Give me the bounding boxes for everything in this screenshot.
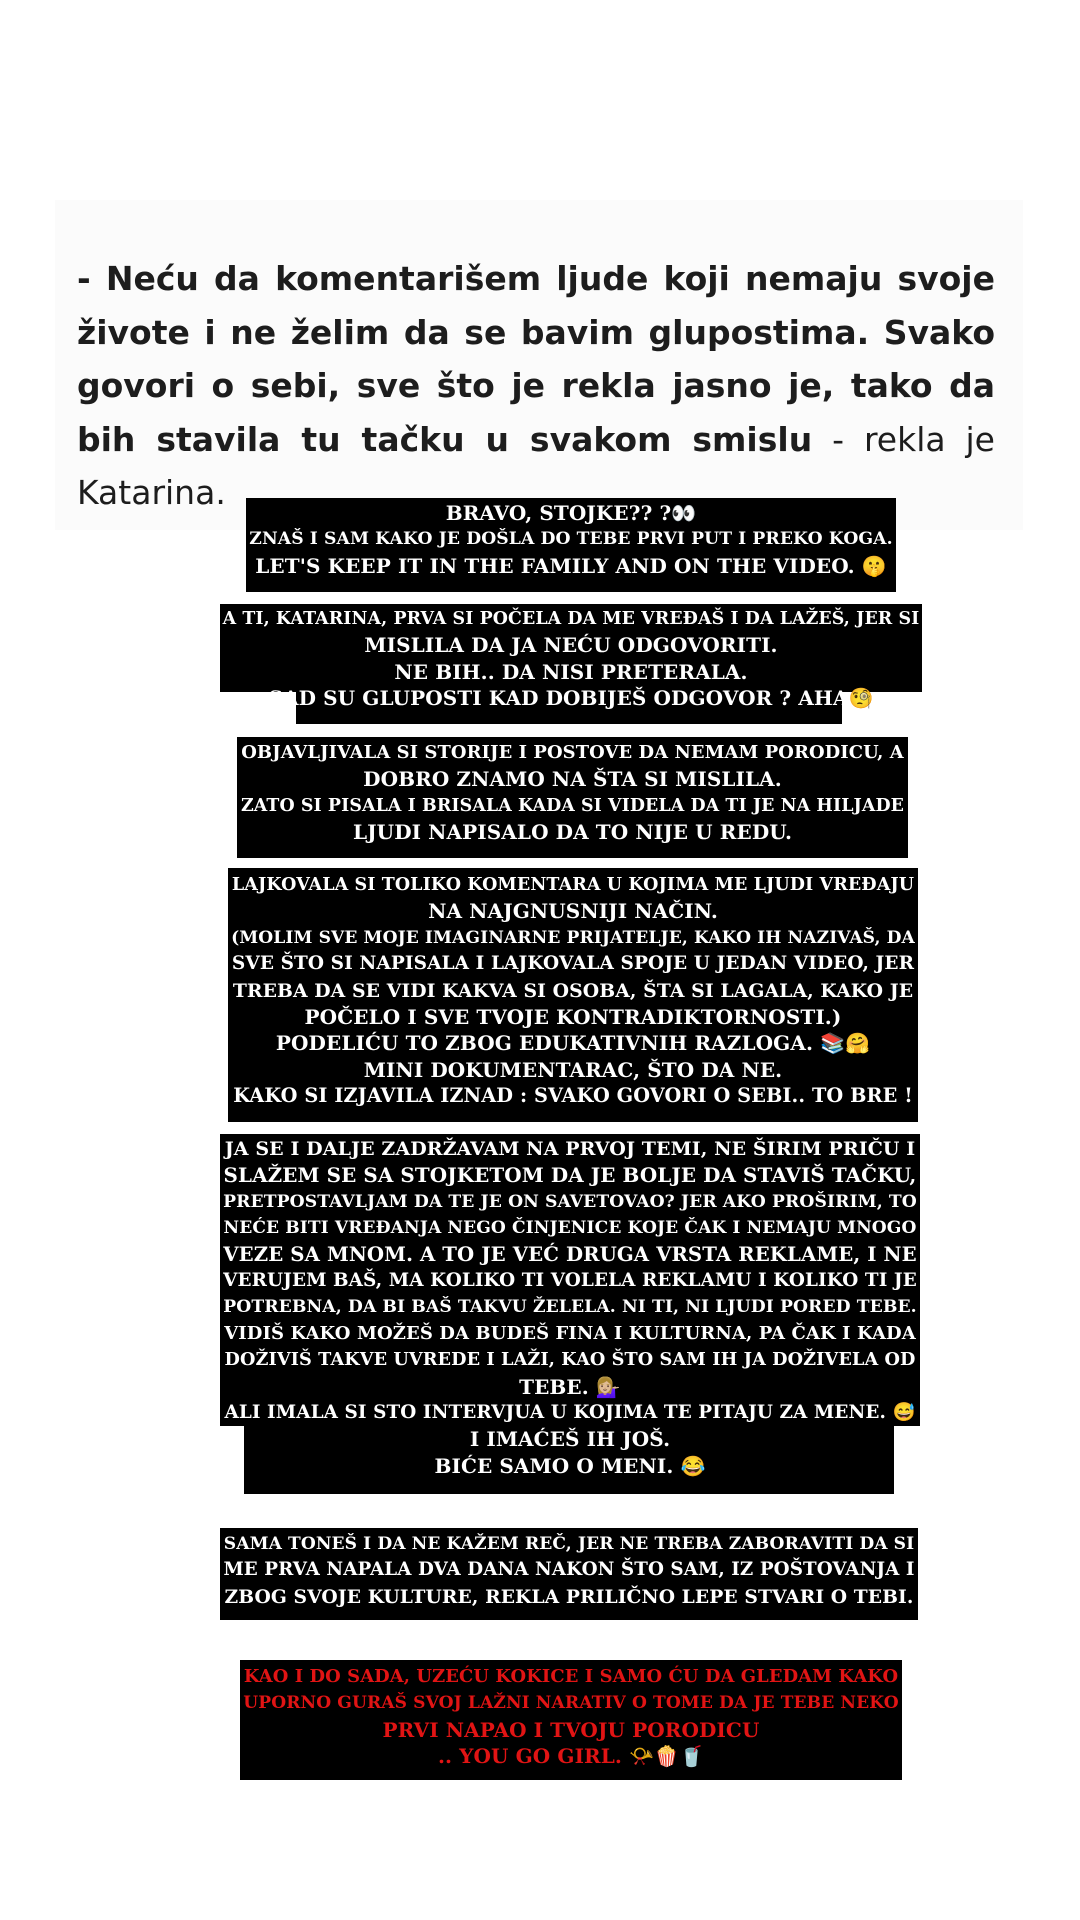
caption-line: SLAŽEM SE SA STOJKETOM DA JE BOLJE DA STAVIŠ TAČKU, [223,1163,917,1188]
caption-line: UPORNO GURAŠ SVOJ LAŽNI NARATIV O TOME DA JE TEBE NEKO [243,1693,899,1714]
caption-line: JA SE I DALJE ZADRŽAVAM NA PRVOJ TEMI, NE ŠIRIM PRIČU I [224,1138,916,1160]
caption-line: ME PRVA NAPALA DVA DANA NAKON ŠTO SAM, IZ POŠTOVANJA I [223,1559,915,1581]
quote-attribution: - rekla je Katarina. [77,419,995,512]
caption-line: MINI DOKUMENTARAC, ŠTO DA NE. [363,1057,783,1082]
caption-line: LJUDI NAPISALO DA TO NIJE U REDU. [352,820,793,845]
caption-line: SAD SU GLUPOSTI KAD DOBIJEŠ ODGOVOR ? AHA🧐 [268,686,874,711]
caption-line: POČELO I SVE TVOJE KONTRADIKTORNOSTI.) [304,1005,842,1030]
caption-line: BIĆE SAMO O MENI. 😂 [434,1453,706,1478]
story-caption-4 [228,872,918,1110]
story-caption-1 [246,500,896,579]
story-caption-7 [240,1664,902,1770]
caption-line: ALI IMALA SI STO INTERVJUA U KOJIMA TE PITAJU ZA MENE. 😅 [224,1402,916,1424]
caption-line: ZATO SI PISALA I BRISALA KADA SI VIDELA DA TI JE NA HILJADE [241,795,904,816]
caption-line: POTREBNA, DA BI BAŠ TAKVU ŽELELA. NI TI, NI LJUDI PORED TEBE. [223,1297,917,1318]
caption-line: SVE ŠTO SI NAPISALA I LAJKOVALA SPOJE U JEDAN VIDEO, JER [231,953,915,975]
caption-line: A TI, KATARINA, PRVA SI POČELA DA ME VREĐAŠ I DA LAŽEŠ, JER SI [222,609,920,629]
caption-line: PODELIĆU TO ZBOG EDUKATIVNIH RAZLOGA. 📚🤗 [275,1031,871,1056]
caption-line: I IMAĆEŠ IH JOŠ. [469,1427,671,1452]
caption-line: LET'S KEEP IT IN THE FAMILY AND ON THE VIDEO. 🤫 [255,553,887,578]
quote-statement: - Neću da komentarišem ljude koji nemaju svoje živote i ne želim da se bavim glupostima. Svako govori o sebi, sve što je rekla jasno je, tako da bih stavila tu tačku u svakom smislu [77,259,995,459]
caption-line: ZNAŠ I SAM KAKO JE DOŠLA DO TEBE PRVI PUT I PREKO KOGA. [249,529,893,550]
caption-line: BRAVO, STOJKE?? ?👀 [445,501,697,525]
caption-line: NA NAJGNUSNIJI NAČIN. [428,899,718,924]
caption-line: PRVI NAPAO I TVOJU PORODICU [382,1717,760,1742]
caption-line: PRETPOSTAVLJAM DA TE JE ON SAVETOVAO? JER AKO PROŠIRIM, TO [223,1191,917,1212]
caption-line: DOBRO ZNAMO NA ŠTA SI MISLILA. [363,767,782,792]
caption-line: VERUJEM BAŠ, MA KOLIKO TI VOLELA REKLAMU I KOLIKO TI JE [223,1270,917,1292]
caption-line: TREBA DA SE VIDI KAKVA SI OSOBA, ŠTA SI LAGALA, KAKO JE [232,979,914,1002]
caption-line: TEBE. 💁🏼‍♀️ [519,1374,621,1399]
caption-line: SAMA TONEŠ I DA NE KAŽEM REČ, JER NE TREBA ZABORAVITI DA SI [223,1534,915,1554]
caption-line: DOŽIVIŠ TAKVE UVREDE I LAŽI, KAO ŠTO SAM IH JA DOŽIVELA OD [224,1349,916,1371]
caption-line: NEĆE BITI VREĐANJA NEGO ČINJENICE KOJE ČAK I NEMAJU MNOGO [223,1218,917,1239]
caption-line: ZBOG SVOJE KULTURE, REKLA PRILIČNO LEPE STVARI O TEBI. [224,1585,914,1608]
story-caption-5 [220,1136,920,1479]
story-caption-2 [220,606,922,712]
caption-line: NE BIH.. DA NISI PRETERALA. [394,659,748,684]
caption-line: VEZE SA MNOM. A TO JE VEĆ DRUGA VRSTA REKLAME, I NE [223,1242,917,1266]
caption-line: OBJAVLJIVALA SI STORIJE I POSTOVE DA NEMAM PORODICU, A [241,742,904,763]
caption-line: KAKO SI IZJAVILA IZNAD : SVAKO GOVORI O SEBI.. TO BRE ! [233,1084,913,1108]
caption-line: (MOLIM SVE MOJE IMAGINARNE PRIJATELJE, KAKO IH NAZIVAŠ, DA [231,927,915,948]
caption-line: VIDIŠ KAKO MOŽEŠ DA BUDEŠ FINA I KULTURNA, PA ČAK I KADA [224,1322,916,1344]
caption-line: KAO I DO SADA, UZEĆU KOKICE I SAMO ĆU DA GLEDAM KAKO [243,1666,899,1687]
caption-line: .. YOU GO GIRL. 📯🍿🥤 [437,1744,705,1769]
caption-line: MISLILA DA JA NEĆU ODGOVORITI. [364,633,778,658]
story-caption-6 [220,1531,918,1610]
article-quote [77,252,995,520]
story-caption-3 [237,740,908,846]
caption-line: LAJKOVALA SI TOLIKO KOMENTARA U KOJIMA ME LJUDI VREĐAJU [231,875,915,895]
